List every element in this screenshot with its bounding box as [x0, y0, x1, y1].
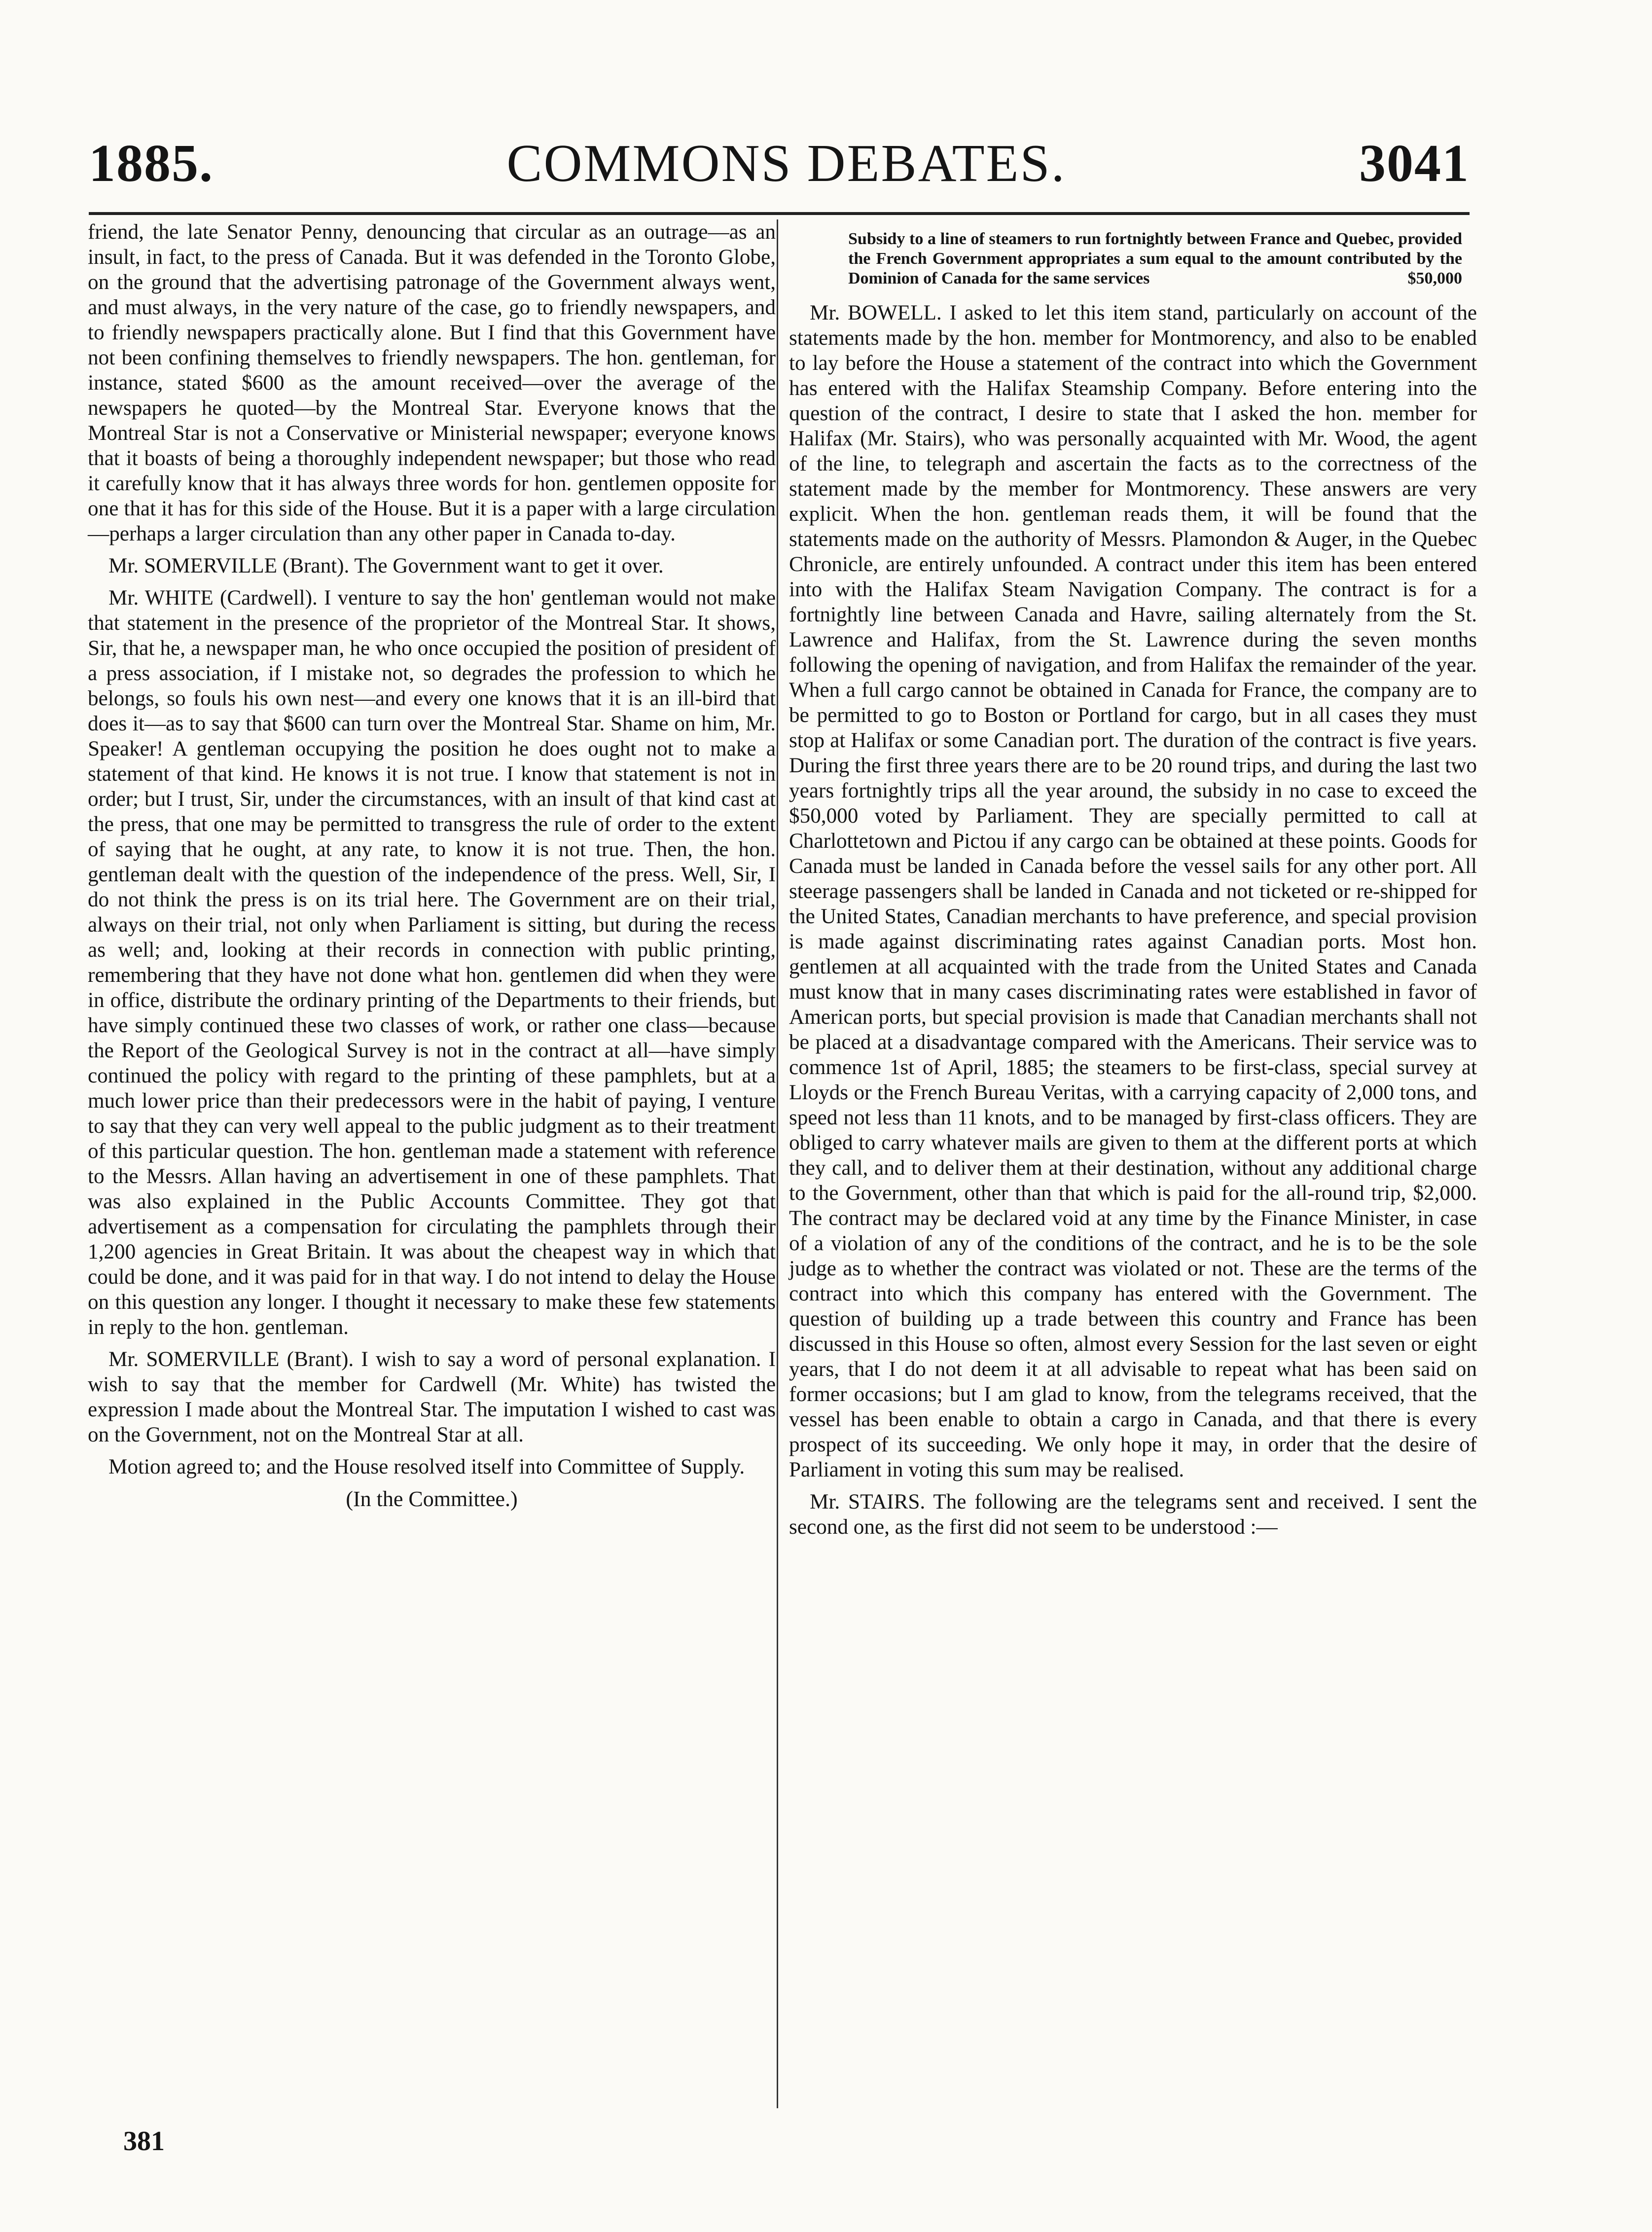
supply-item-text: Subsidy to a line of steamers to run fortnightly between France and Quebec, provided the French Government appropriates a sum equal to the amount contributed by the Dominion of Canada for the same services	[848, 230, 1462, 288]
left-paragraph-3: Mr. WHITE (Cardwell). I venture to say the hon' gentleman would not make that statement in the presence of the proprietor of the Montreal Star. It shows, Sir, that he, a newspaper man, he who once occupied the position of president of a press association, if I mistake not, so degrades the profession to which he belongs, so fouls his own nest—and every one knows that it is an ill-bird that does it—as to say that $600 can turn over the Montreal Star. Shame on him, Mr. Speaker! A gentleman occupying the position he does ought not to make a statement of that kind. He knows it is not true. I know that statement is not in order; but I trust, Sir, under the circumstances, with an insult of that kind cast at the press, that one may be permitted to transgress the rule of order to the extent of saying that he ought, at any rate, to know it is not true. Then, the hon. gentleman dealt with the question of the independence of the press. Well, Sir, I do not think the press is on its trial here. The Government are on their trial, always on their trial, not only when Parliament is sitting, but during the recess as well; and, looking at their records in connection with public printing, remembering that they have not done what hon. gentlemen did when they were in office, distribute the ordinary printing of the Departments to their friends, but have simply continued these two classes of work, or rather one class—because the Report of the Geological Survey is not in the contract at all—have simply continued the policy with regard to the printing of these pamphlets, but at a much lower price than their predecessors were in the habit of paying, I venture to say that they can very well appeal to the public judgment as to their treatment of this particular question. The hon. gentleman made a statement with reference to the Messrs. Allan having an advertisement in one of these pamphlets. That was also explained in the Public Accounts Committee. They got that advertisement as a compensation for circulating the pamphlets through their 1,200 agencies in Great Britain. It was about the cheapest way in which that could be done, and it was paid for in that way. I do not intend to delay the House on this question any longer. I thought it necessary to make these few statements in reply to the hon. gentleman.	[88, 586, 776, 1339]
left-paragraph-1: friend, the late Senator Penny, denouncing that circular as an outrage—as an insult, in fact, to the press of Canada. But it was defended in the Toronto Globe, on the ground that the advertising patronage of the Government always went, and must always, in the very nature of the case, go to friendly newspapers, and to friendly newspapers practically alone. But I find that this Government have not been confining themselves to friendly newspapers. The hon. gentleman, for instance, stated $600 as the amount received—over the average of the newspapers he quoted—by the Montreal Star. Everyone knows that the Montreal Star is not a Conservative or Ministerial newspaper; everyone knows that it boasts of being a thoroughly independent newspaper; but those who read it carefully know that it has always three words for hon. gentlemen opposite for one that it has for this side of the House. But it is a paper with a large circulation—perhaps a larger circulation than any other paper in Canada to-day.	[88, 220, 776, 545]
left-paragraph-4: Mr. SOMERVILLE (Brant). I wish to say a word of personal explanation. I wish to say that the member for Cardwell (Mr. White) has twisted the expression I made about the Montreal Star. The imputation I wished to cast was on the Government, not on the Montreal Star at all.	[88, 1348, 776, 1446]
left-paragraph-5: Motion agreed to; and the House resolved itself into Committee of Supply.	[108, 1455, 745, 1478]
right-column	[789, 219, 1477, 1547]
supply-item-amount: $50,000	[1407, 269, 1462, 288]
footer-page-number: 381	[123, 2126, 165, 2157]
supply-item	[848, 229, 1462, 288]
committee-heading: (In the Committee.)	[346, 1487, 518, 1511]
header-rule	[89, 212, 1470, 215]
header-year: 1885.	[89, 134, 214, 193]
right-paragraph-1: Mr. BOWELL. I asked to let this item stand, particularly on account of the statements made by the hon. member for Montmorency, and also to be enabled to lay before the House a statement of the contract into which the Government has entered with the Halifax Steamship Company. Before entering into the question of the contract, I desire to state that I asked the hon. member for Halifax (Mr. Stairs), who was personally acquainted with Mr. Wood, the agent of the line, to telegraph and ascertain the facts as to the correctness of the statement made by the member for Montmorency. These answers are very explicit. When the hon. gentleman reads them, it will be found that the statements made on the authority of Messrs. Plamondon & Auger, in the Quebec Chronicle, are entirely unfounded. A contract under this item has been entered into with the Halifax Steam Navigation Company. The contract is for a fortnightly line between Canada and Havre, sailing alternately from the St. Lawrence and Halifax, from the St. Lawrence during the seven months following the opening of navigation, and from Halifax the remainder of the year. When a full cargo cannot be obtained in Canada for France, the company are to be permitted to go to Boston or Portland for cargo, but in all cases they must stop at Halifax or some Canadian port. The duration of the contract is five years. During the first three years there are to be 20 round trips, and during the last two years fortnightly trips all the year around, the subsidy in no case to exceed the $50,000 voted by Parliament. They are specially permitted to call at Charlottetown and Pictou if any cargo can be obtained at these points. Goods for Canada must be landed in Canada before the vessel sails for any other port. All steerage passengers shall be landed in Canada and not ticketed or re-shipped for the United States, Canadian merchants to have preference, and special provision is made against discriminating rates against Canadian ports. Most hon. gentlemen at all acquainted with the trade from the United States and Canada must know that in many cases discriminating rates were established in favor of American ports, but special provision is made that Canadian merchants shall not be placed at a disadvantage compared with the Americans. Their service was to commence 1st of April, 1885; the steamers to be first-class, special survey at Lloyds or the French Bureau Veritas, with a carrying capacity of 2,000 tons, and speed not less than 11 knots, and to be managed by first-class officers. They are obliged to carry whatever mails are given to them at the different ports at which they call, and to deliver them at their destination, without any additional charge to the Government, other than that which is paid for the all-round trip, $2,000. The contract may be declared void at any time by the Finance Minister, in case of a violation of any of the conditions of the contract, and he is to be the sole judge as to whether the contract was violated or not. These are the terms of the contract into which this company has entered with the Government. The question of building up a trade between this country and France has been discussed in this House so often, almost every Session for the last seven or eight years, that I do not deem it at all advisable to repeat what has been said on former occasions; but I am glad to know, from the telegrams received, that the vessel has been enable to obtain a cargo in Canada, and that there is every prospect of its succeeding. We only hope it may, in order that the desire of Parliament in voting this sum may be realised.	[789, 301, 1477, 1481]
column-divider	[777, 219, 778, 2108]
header-page-number: 3041	[1359, 134, 1470, 193]
page-header	[89, 133, 1470, 207]
header-title: COMMONS DEBATES.	[506, 134, 1066, 193]
right-paragraph-2: Mr. STAIRS. The following are the telegrams sent and received. I sent the second one, as the first did not seem to be understood :—	[789, 1490, 1477, 1539]
left-paragraph-2: Mr. SOMERVILLE (Brant). The Government want to get it over.	[108, 554, 664, 577]
left-column	[88, 219, 776, 1518]
